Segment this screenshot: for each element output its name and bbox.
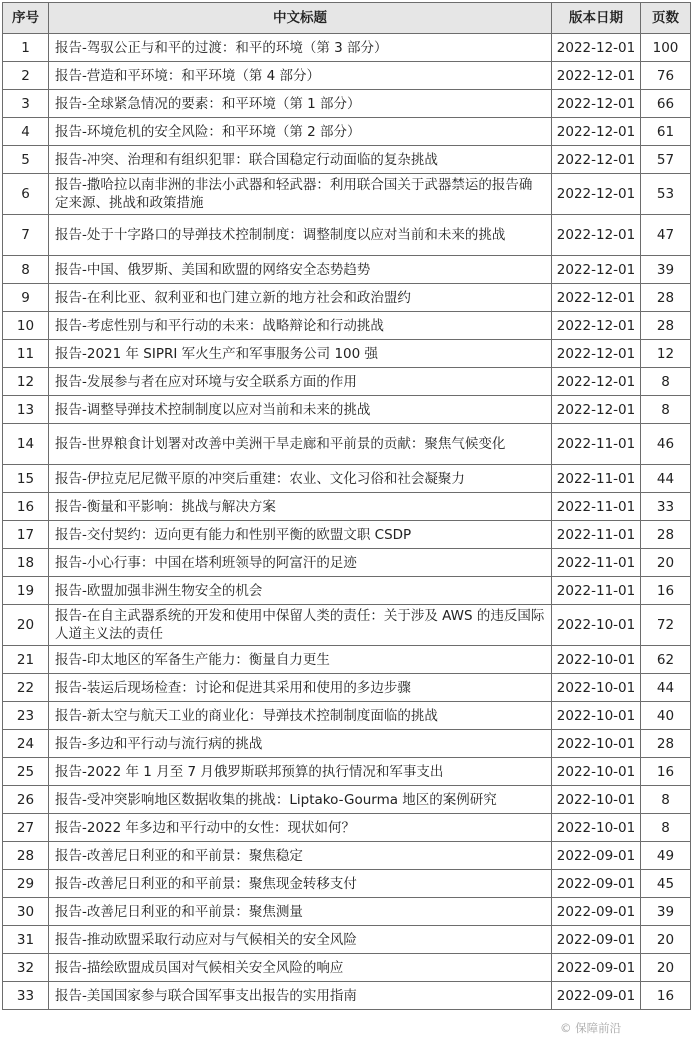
cell-pages: 8 <box>641 396 691 424</box>
cell-title: 报告-印太地区的军备生产能力：衡量自力更生 <box>49 646 552 674</box>
cell-no: 27 <box>3 814 49 842</box>
cell-no: 7 <box>3 215 49 256</box>
table-row <box>3 702 691 730</box>
cell-no: 14 <box>3 424 49 465</box>
table-row <box>3 786 691 814</box>
cell-no: 29 <box>3 870 49 898</box>
cell-title: 报告-调整导弹技术控制制度以应对当前和未来的挑战 <box>49 396 552 424</box>
cell-pages: 72 <box>641 605 691 646</box>
cell-pages: 39 <box>641 256 691 284</box>
cell-date: 2022-12-01 <box>552 215 641 256</box>
cell-date: 2022-11-01 <box>552 493 641 521</box>
cell-date: 2022-11-01 <box>552 465 641 493</box>
table-row <box>3 465 691 493</box>
cell-pages: 49 <box>641 842 691 870</box>
cell-title: 报告-2022 年 1 月至 7 月俄罗斯联邦预算的执行情况和军事支出 <box>49 758 552 786</box>
cell-no: 9 <box>3 284 49 312</box>
cell-pages: 62 <box>641 646 691 674</box>
cell-title: 报告-全球紧急情况的要素：和平环境（第 1 部分） <box>49 90 552 118</box>
cell-no: 32 <box>3 954 49 982</box>
cell-title: 报告-考虑性别与和平行动的未来：战略辩论和行动挑战 <box>49 312 552 340</box>
cell-pages: 20 <box>641 954 691 982</box>
cell-date: 2022-12-01 <box>552 118 641 146</box>
cell-pages: 44 <box>641 465 691 493</box>
cell-no: 30 <box>3 898 49 926</box>
cell-pages: 16 <box>641 982 691 1010</box>
table-row <box>3 758 691 786</box>
table-row <box>3 982 691 1010</box>
cell-pages: 47 <box>641 215 691 256</box>
cell-pages: 8 <box>641 786 691 814</box>
cell-no: 18 <box>3 549 49 577</box>
cell-no: 10 <box>3 312 49 340</box>
cell-title: 报告-新太空与航天工业的商业化：导弹技术控制制度面临的挑战 <box>49 702 552 730</box>
cell-date: 2022-10-01 <box>552 702 641 730</box>
table-row <box>3 146 691 174</box>
cell-pages: 33 <box>641 493 691 521</box>
cell-pages: 39 <box>641 898 691 926</box>
cell-no: 16 <box>3 493 49 521</box>
table-row <box>3 62 691 90</box>
table-row <box>3 605 691 646</box>
cell-pages: 53 <box>641 174 691 215</box>
cell-date: 2022-10-01 <box>552 730 641 758</box>
cell-pages: 8 <box>641 814 691 842</box>
table-row <box>3 256 691 284</box>
cell-title: 报告-受冲突影响地区数据收集的挑战：Liptako-Gourma 地区的案例研究 <box>49 786 552 814</box>
cell-pages: 12 <box>641 340 691 368</box>
cell-pages: 66 <box>641 90 691 118</box>
cell-date: 2022-09-01 <box>552 982 641 1010</box>
cell-pages: 100 <box>641 34 691 62</box>
table-row <box>3 493 691 521</box>
header-no: 序号 <box>3 3 49 34</box>
cell-title: 报告-中国、俄罗斯、美国和欧盟的网络安全态势趋势 <box>49 256 552 284</box>
cell-title: 报告-改善尼日利亚的和平前景：聚焦现金转移支付 <box>49 870 552 898</box>
cell-no: 15 <box>3 465 49 493</box>
cell-title: 报告-处于十字路口的导弹技术控制制度：调整制度以应对当前和未来的挑战 <box>49 215 552 256</box>
cell-no: 6 <box>3 174 49 215</box>
cell-pages: 46 <box>641 424 691 465</box>
cell-date: 2022-11-01 <box>552 424 641 465</box>
cell-title: 报告-装运后现场检查：讨论和促进其采用和使用的多边步骤 <box>49 674 552 702</box>
header-row <box>3 3 691 34</box>
table-row <box>3 730 691 758</box>
cell-date: 2022-10-01 <box>552 605 641 646</box>
table-row <box>3 814 691 842</box>
cell-title: 报告-在自主武器系统的开发和使用中保留人类的责任：关于涉及 AWS 的违反国际人道主义法的责任 <box>49 605 552 646</box>
table-row <box>3 396 691 424</box>
cell-date: 2022-12-01 <box>552 62 641 90</box>
cell-pages: 28 <box>641 730 691 758</box>
cell-pages: 28 <box>641 521 691 549</box>
watermark: © 保障前沿 <box>560 1021 622 1035</box>
cell-title: 报告-冲突、治理和有组织犯罪：联合国稳定行动面临的复杂挑战 <box>49 146 552 174</box>
table-row <box>3 312 691 340</box>
cell-title: 报告-改善尼日利亚的和平前景：聚焦测量 <box>49 898 552 926</box>
cell-title: 报告-交付契约：迈向更有能力和性别平衡的欧盟文职 CSDP <box>49 521 552 549</box>
cell-no: 2 <box>3 62 49 90</box>
cell-date: 2022-12-01 <box>552 340 641 368</box>
cell-date: 2022-12-01 <box>552 396 641 424</box>
table-row <box>3 926 691 954</box>
table-row <box>3 674 691 702</box>
cell-date: 2022-09-01 <box>552 898 641 926</box>
cell-date: 2022-10-01 <box>552 674 641 702</box>
cell-title: 报告-推动欧盟采取行动应对与气候相关的安全风险 <box>49 926 552 954</box>
cell-no: 12 <box>3 368 49 396</box>
cell-title: 报告-改善尼日利亚的和平前景：聚焦稳定 <box>49 842 552 870</box>
cell-date: 2022-11-01 <box>552 521 641 549</box>
table-row <box>3 646 691 674</box>
cell-no: 24 <box>3 730 49 758</box>
cell-title: 报告-多边和平行动与流行病的挑战 <box>49 730 552 758</box>
cell-date: 2022-10-01 <box>552 646 641 674</box>
cell-pages: 40 <box>641 702 691 730</box>
cell-pages: 16 <box>641 577 691 605</box>
cell-pages: 76 <box>641 62 691 90</box>
cell-date: 2022-09-01 <box>552 870 641 898</box>
cell-title: 报告-驾驭公正与和平的过渡：和平的环境（第 3 部分） <box>49 34 552 62</box>
table-row <box>3 215 691 256</box>
header-date: 版本日期 <box>552 3 641 34</box>
cell-pages: 44 <box>641 674 691 702</box>
cell-date: 2022-11-01 <box>552 549 641 577</box>
cell-pages: 45 <box>641 870 691 898</box>
cell-date: 2022-10-01 <box>552 758 641 786</box>
cell-date: 2022-10-01 <box>552 786 641 814</box>
table-row <box>3 842 691 870</box>
cell-date: 2022-12-01 <box>552 284 641 312</box>
cell-date: 2022-09-01 <box>552 926 641 954</box>
cell-date: 2022-12-01 <box>552 90 641 118</box>
report-table <box>2 2 691 1010</box>
table-row <box>3 368 691 396</box>
cell-title: 报告-描绘欧盟成员国对气候相关安全风险的响应 <box>49 954 552 982</box>
table-row <box>3 118 691 146</box>
table-row <box>3 521 691 549</box>
cell-date: 2022-09-01 <box>552 842 641 870</box>
cell-no: 17 <box>3 521 49 549</box>
cell-pages: 28 <box>641 284 691 312</box>
cell-title: 报告-小心行事：中国在塔利班领导的阿富汗的足迹 <box>49 549 552 577</box>
table-row <box>3 284 691 312</box>
cell-no: 19 <box>3 577 49 605</box>
table-row <box>3 34 691 62</box>
table-row <box>3 577 691 605</box>
table-row <box>3 174 691 215</box>
cell-pages: 20 <box>641 549 691 577</box>
cell-title: 报告-营造和平环境：和平环境（第 4 部分） <box>49 62 552 90</box>
table-row <box>3 340 691 368</box>
table-row <box>3 954 691 982</box>
table-row <box>3 90 691 118</box>
cell-title: 报告-撒哈拉以南非洲的非法小武器和轻武器：利用联合国关于武器禁运的报告确定来源、挑战和政策措施 <box>49 174 552 215</box>
cell-no: 23 <box>3 702 49 730</box>
table-row <box>3 549 691 577</box>
cell-no: 5 <box>3 146 49 174</box>
cell-date: 2022-12-01 <box>552 34 641 62</box>
cell-date: 2022-09-01 <box>552 954 641 982</box>
cell-date: 2022-11-01 <box>552 577 641 605</box>
cell-no: 21 <box>3 646 49 674</box>
table-body <box>3 34 691 1010</box>
cell-no: 31 <box>3 926 49 954</box>
cell-no: 13 <box>3 396 49 424</box>
cell-no: 11 <box>3 340 49 368</box>
cell-pages: 61 <box>641 118 691 146</box>
header-title: 中文标题 <box>49 3 552 34</box>
cell-title: 报告-衡量和平影响：挑战与解决方案 <box>49 493 552 521</box>
cell-no: 1 <box>3 34 49 62</box>
cell-title: 报告-环境危机的安全风险：和平环境（第 2 部分） <box>49 118 552 146</box>
header-pages: 页数 <box>641 3 691 34</box>
cell-no: 20 <box>3 605 49 646</box>
cell-pages: 57 <box>641 146 691 174</box>
cell-pages: 20 <box>641 926 691 954</box>
cell-no: 28 <box>3 842 49 870</box>
cell-title: 报告-发展参与者在应对环境与安全联系方面的作用 <box>49 368 552 396</box>
cell-date: 2022-10-01 <box>552 814 641 842</box>
cell-title: 报告-伊拉克尼尼微平原的冲突后重建：农业、文化习俗和社会凝聚力 <box>49 465 552 493</box>
cell-title: 报告-2021 年 SIPRI 军火生产和军事服务公司 100 强 <box>49 340 552 368</box>
cell-no: 33 <box>3 982 49 1010</box>
cell-date: 2022-12-01 <box>552 146 641 174</box>
cell-title: 报告-欧盟加强非洲生物安全的机会 <box>49 577 552 605</box>
cell-title: 报告-美国国家参与联合国军事支出报告的实用指南 <box>49 982 552 1010</box>
cell-title: 报告-世界粮食计划署对改善中美洲干旱走廊和平前景的贡献：聚焦气候变化 <box>49 424 552 465</box>
cell-title: 报告-2022 年多边和平行动中的女性：现状如何？ <box>49 814 552 842</box>
cell-no: 22 <box>3 674 49 702</box>
cell-pages: 28 <box>641 312 691 340</box>
cell-pages: 8 <box>641 368 691 396</box>
table-row <box>3 870 691 898</box>
cell-date: 2022-12-01 <box>552 256 641 284</box>
cell-no: 4 <box>3 118 49 146</box>
table-row <box>3 898 691 926</box>
cell-no: 25 <box>3 758 49 786</box>
cell-no: 8 <box>3 256 49 284</box>
cell-date: 2022-12-01 <box>552 368 641 396</box>
table-row <box>3 424 691 465</box>
cell-date: 2022-12-01 <box>552 312 641 340</box>
cell-date: 2022-12-01 <box>552 174 641 215</box>
cell-title: 报告-在利比亚、叙利亚和也门建立新的地方社会和政治盟约 <box>49 284 552 312</box>
cell-pages: 16 <box>641 758 691 786</box>
cell-no: 26 <box>3 786 49 814</box>
cell-no: 3 <box>3 90 49 118</box>
